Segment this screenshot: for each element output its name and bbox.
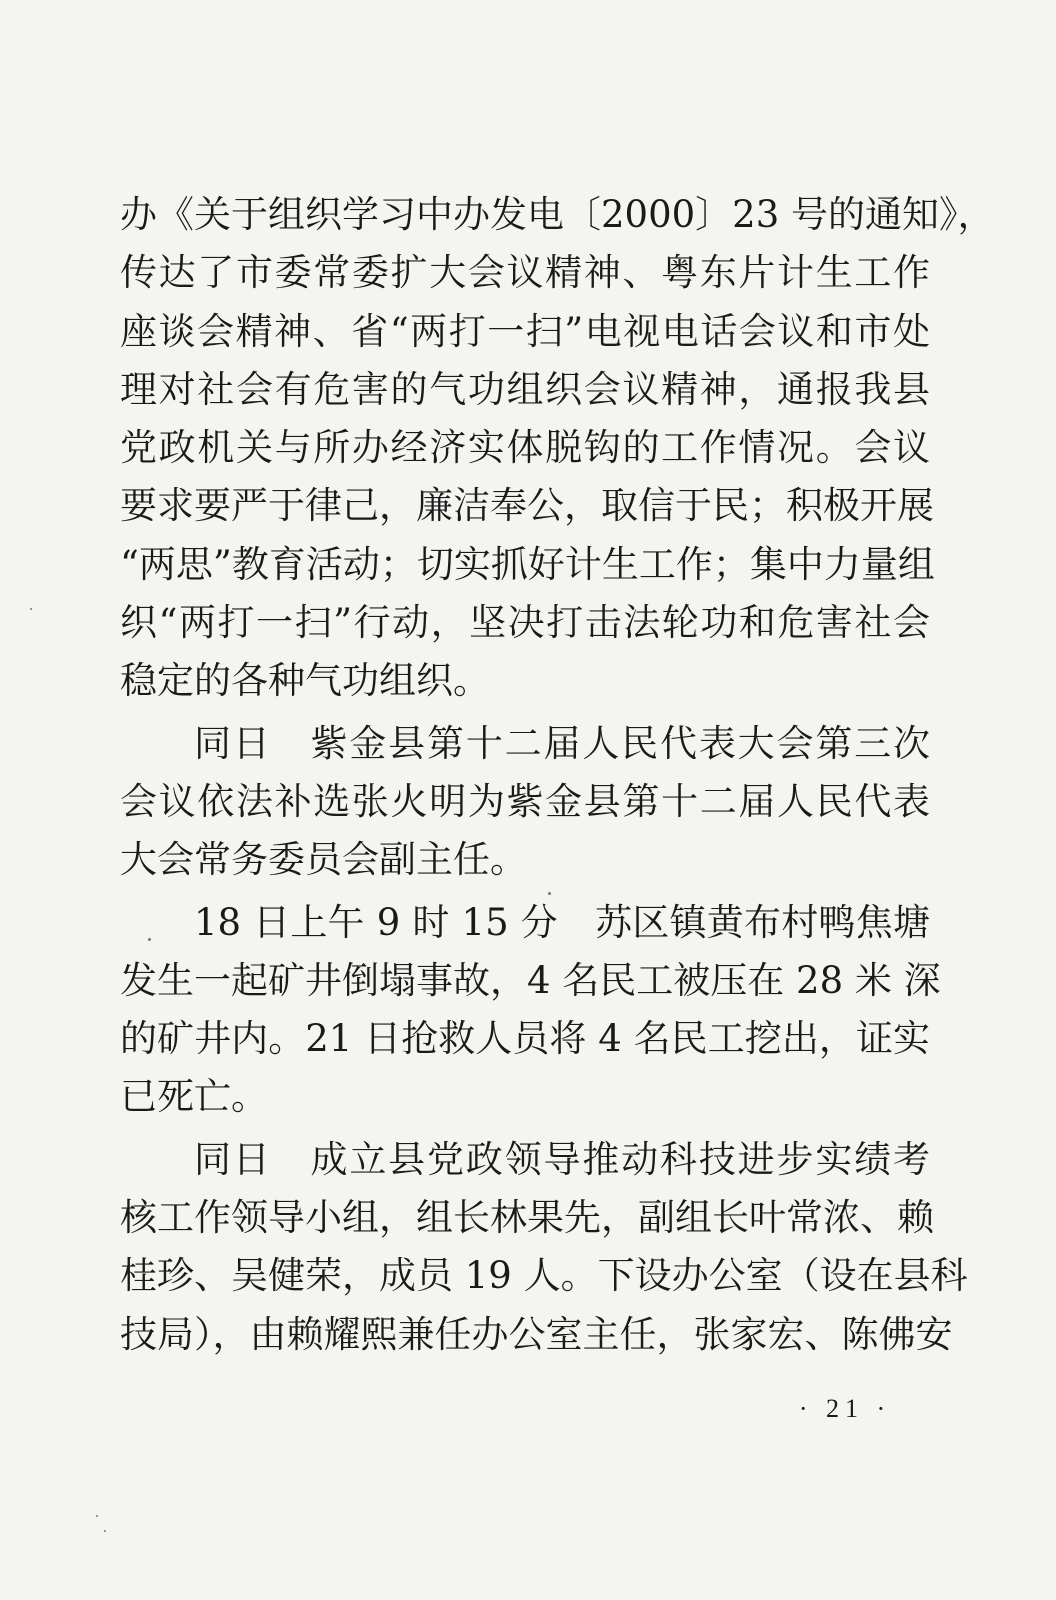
text-line: 会议依法补选张火明为紫金县第十二届人民代表 — [120, 779, 930, 823]
text-line: 同日 成立县党政领导推动科技进步实绩考 — [194, 1137, 930, 1181]
text-line: 18 日上午 9 时 15 分 苏区镇黄布村鸭焦塘 — [194, 900, 930, 944]
text-line: 要求要严于律己，廉洁奉公，取信于民；积极开展 — [120, 484, 934, 528]
text-line: 稳定的各种气功组织。 — [120, 659, 490, 703]
text-line: 的矿井内。21 日抢救人员将 4 名民工挖出，证实 — [120, 1017, 930, 1061]
text-line: 发生一起矿井倒塌事故，4 名民工被压在 28 米 深 — [120, 958, 941, 1002]
text-line: 核工作领导小组，组长林果先，副组长叶常浓、赖 — [120, 1196, 934, 1240]
paragraph — [120, 1131, 968, 1364]
text-line: 党政机关与所办经济实体脱钩的工作情况。会议 — [120, 426, 930, 470]
text-line: 理对社会有危害的气功组织会议精神，通报我县 — [120, 367, 930, 411]
text-line: “两思”教育活动；切实抓好计生工作；集中力量组 — [120, 542, 935, 586]
text-line: 大会常务委员会副主任。 — [120, 838, 527, 882]
body-text — [120, 186, 995, 1364]
paragraph — [120, 186, 995, 711]
text-line: 座谈会精神、省“两打一扫”电视电话会议和市处 — [120, 309, 930, 353]
scan-speck — [30, 608, 32, 610]
scan-speck — [548, 892, 551, 895]
scan-speck — [148, 938, 151, 941]
paragraph — [120, 894, 941, 1127]
paragraph — [120, 715, 930, 890]
text-line: 传达了市委常委扩大会议精神、粤东片计生工作 — [120, 251, 930, 295]
scan-speck — [96, 1515, 98, 1517]
text-line: 办《关于组织学习中办发电〔2000〕23 号的通知》， — [120, 193, 995, 236]
text-line: 织“两打一扫”行动，坚决打击法轮功和危害社会 — [120, 601, 930, 645]
text-line: 桂珍、吴健荣，成员 19 人。下设办公室（设在县科 — [120, 1254, 968, 1298]
scan-speck — [104, 1530, 106, 1532]
text-line: 已死亡。 — [120, 1075, 268, 1119]
text-line: 技局），由赖耀熙兼任办公室主任，张家宏、陈佛安 — [120, 1312, 953, 1356]
page-number: · 21 · — [798, 1394, 892, 1423]
text-line: 同日 紫金县第十二届人民代表大会第三次 — [194, 721, 930, 765]
